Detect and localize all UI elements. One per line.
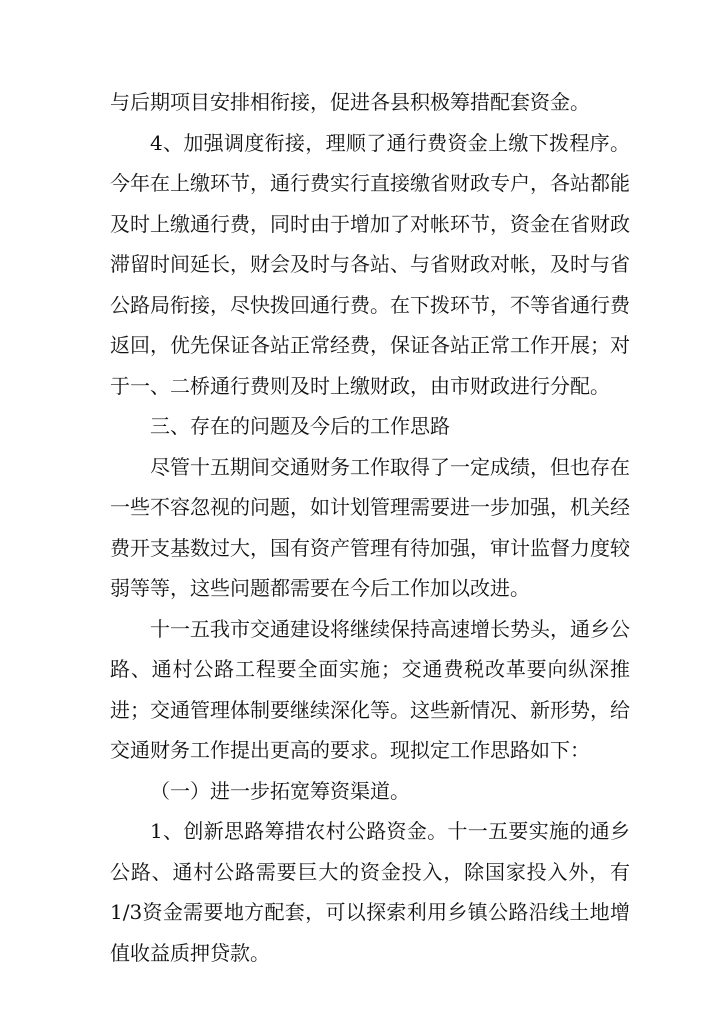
paragraph-fee-coordination: 4、加强调度衔接，理顺了通行费资金上缴下拨程序。今年在上缴环节，通行费实行直接缴省财政专户，各站都能及时上缴通行费，同时由于增加了对帐环节，资金在省财政滞留时间延长，财会及时与各站、与省财政对帐，及时与省公路局衔接，尽快拨回通行费。在下拨环节，不等省通行费返回，优先保证各站正常经费，保证各站正常工作开展；对于一、二桥通行费则及时上缴财政，由市财政进行分配。 xyxy=(110,130,630,398)
subheading-funding: （一）进一步拓宽筹资渠道。 xyxy=(150,778,410,803)
document-body xyxy=(110,82,630,973)
section-heading: 三、存在的问题及今后的工作思路 xyxy=(150,414,450,438)
paragraph-problems: 尽管十五期间交通财务工作取得了一定成绩，但也存在一些不容忽视的问题，如计划管理需要进一步加强，机关经费开支基数过大，国有资产管理有待加强，审计监督力度较弱等等，这些问题都需要在今后工作加以改进。 xyxy=(110,454,630,600)
paragraph-rural-roads: 1、创新思路筹措农村公路资金。十一五要实施的通乡公路、通村公路需要巨大的资金投入，除国家投入外，有1/3资金需要地方配套，可以探索利用乡镇公路沿线土地增值收益质押贷款。 xyxy=(110,819,630,965)
paragraph-outlook: 十一五我市交通建设将继续保持高速增长势头，通乡公路、通村公路工程要全面实施；交通费税改革要向纵深推进；交通管理体制要继续深化等。这些新情况、新形势，给交通财务工作提出更高的要求。现拟定工作思路如下： xyxy=(110,616,630,762)
paragraph-continuation: 与后期项目安排相衔接，促进各县积极筹措配套资金。 xyxy=(110,90,590,114)
